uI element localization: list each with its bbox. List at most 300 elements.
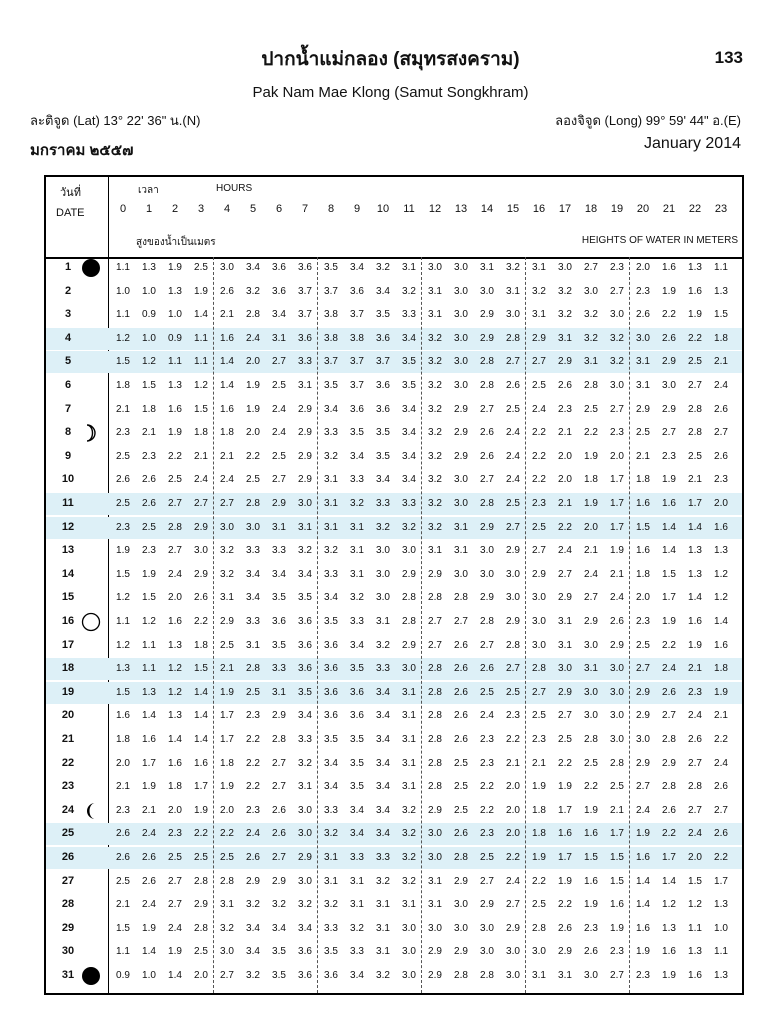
height-cell: 1.0 [142,970,156,981]
height-cell: 2.4 [168,922,182,934]
height-cell: 2.3 [246,804,260,816]
height-cell: 3.6 [272,616,286,627]
height-cell: 2.7 [558,710,572,722]
height-cell: 2.2 [558,899,572,911]
height-cell: 2.9 [454,946,468,958]
hour-label: 9 [353,203,361,215]
height-cell: 3.1 [298,380,312,391]
height-cell: 3.1 [350,568,364,580]
height-cell: 1.3 [142,262,156,273]
height-cell: 2.7 [220,970,234,981]
height-cell: 3.5 [272,592,286,604]
height-cell: 2.9 [584,616,598,627]
height-cell: 2.1 [116,403,130,415]
height-cell: 2.7 [532,356,546,368]
height-cell: 2.3 [168,828,182,840]
height-cell: 3.1 [506,285,520,297]
height-cell: 1.3 [168,380,182,391]
height-cell: 1.9 [662,474,676,486]
height-cell: 1.9 [714,686,728,698]
height-cell: 1.2 [142,616,156,627]
hour-label: 10 [376,203,390,215]
height-cell: 2.3 [610,427,624,439]
height-cell: 3.0 [402,663,416,675]
height-cell: 3.4 [376,686,390,698]
height-cell: 3.0 [558,262,572,273]
height-cell: 3.2 [350,922,364,934]
height-cell: 3.1 [636,356,650,368]
month-english: January 2014 [644,135,741,152]
height-cell: 2.4 [142,828,156,840]
height-cell: 2.2 [688,332,702,344]
height-cell: 2.7 [168,899,182,911]
height-cell: 2.7 [506,663,520,675]
height-cell: 3.4 [272,922,286,934]
height-cell: 3.3 [376,852,390,863]
height-cell: 1.8 [220,757,234,769]
height-cell: 2.8 [610,757,624,769]
height-cell: 1.7 [142,757,156,769]
height-cell: 1.5 [662,568,676,580]
height-cell: 2.8 [194,875,208,887]
height-cell: 2.2 [532,427,546,439]
hour-label: 6 [275,203,283,215]
height-cell: 1.5 [142,380,156,391]
new-moon-icon [80,258,102,278]
height-cell: 3.0 [636,734,650,745]
height-cell: 2.0 [246,356,260,368]
height-cell: 3.4 [376,710,390,722]
height-cell: 2.9 [428,970,442,981]
height-cell: 2.1 [116,781,130,793]
height-cell: 2.6 [714,450,728,462]
height-cell: 2.7 [506,899,520,911]
height-cell: 2.8 [454,970,468,981]
height-cell: 3.0 [194,545,208,557]
day-number: 10 [61,473,75,486]
height-cell: 0.9 [168,332,182,344]
height-cell: 2.7 [272,757,286,769]
height-cell: 2.7 [168,545,182,557]
hour-label: 22 [688,203,702,215]
height-cell: 3.5 [272,970,286,981]
height-cell: 2.7 [506,356,520,368]
height-cell: 2.6 [662,332,676,344]
height-cell: 2.9 [506,545,520,557]
height-cell: 2.9 [194,521,208,533]
height-cell: 3.4 [298,568,312,580]
height-cell: 2.9 [246,875,260,887]
height-cell: 1.6 [636,922,650,934]
height-cell: 1.6 [584,828,598,840]
height-cell: 2.7 [532,545,546,557]
height-cell: 3.1 [558,970,572,981]
height-cell: 3.0 [454,922,468,934]
height-cell: 2.4 [506,875,520,887]
hour-label: 16 [532,203,546,215]
height-cell: 1.3 [662,922,676,934]
height-cell: 3.4 [376,285,390,297]
height-cell: 2.8 [428,663,442,675]
height-cell: 2.4 [688,828,702,840]
height-cell: 2.2 [246,757,260,769]
height-cell: 3.1 [428,545,442,557]
height-cell: 2.8 [246,309,260,321]
height-cell: 3.2 [428,450,442,462]
height-cell: 2.6 [636,309,650,321]
column-separator [421,257,422,993]
height-cell: 3.2 [532,285,546,297]
height-cell: 1.9 [194,804,208,816]
height-cell: 2.3 [116,521,130,533]
height-cell: 1.3 [714,285,728,297]
height-cell: 1.1 [714,946,728,958]
height-cell: 1.1 [116,616,130,627]
hour-label: 20 [636,203,650,215]
height-cell: 3.2 [324,828,338,840]
height-cell: 3.1 [402,899,416,911]
height-cell: 1.5 [584,852,598,863]
height-cell: 1.8 [194,639,208,651]
day-number: 25 [61,827,75,840]
day-number: 11 [62,497,74,509]
time-header-thai: เวลา [138,185,159,196]
height-cell: 1.9 [584,498,598,509]
height-cell: 1.7 [662,592,676,604]
height-cell: 1.7 [558,804,572,816]
height-cell: 1.9 [168,427,182,439]
height-cell: 2.0 [688,852,702,863]
height-cell: 1.7 [220,734,234,745]
height-cell: 2.1 [558,498,572,509]
height-cell: 2.2 [662,309,676,321]
height-cell: 2.3 [688,686,702,698]
height-cell: 3.1 [350,521,364,533]
height-cell: 3.4 [246,946,260,958]
height-cell: 3.0 [428,922,442,934]
height-cell: 1.6 [714,521,728,533]
height-cell: 3.2 [428,380,442,391]
height-cell: 2.6 [662,686,676,698]
height-cell: 2.5 [532,380,546,391]
height-cell: 3.0 [558,663,572,675]
height-cell: 2.7 [558,568,572,580]
height-cell: 2.2 [480,804,494,816]
height-cell: 1.6 [220,332,234,344]
height-cell: 3.2 [402,285,416,297]
height-cell: 3.1 [584,356,598,368]
height-cell: 3.2 [402,804,416,816]
height-cell: 2.9 [298,852,312,863]
height-cell: 2.8 [168,521,182,533]
height-cell: 2.2 [246,450,260,462]
height-cell: 1.3 [116,663,130,675]
height-cell: 2.4 [506,450,520,462]
height-cell: 3.6 [350,403,364,415]
height-cell: 1.1 [116,262,130,273]
height-cell: 2.0 [506,781,520,793]
height-cell: 2.3 [636,970,650,981]
day-number: 1 [64,261,72,273]
height-cell: 2.2 [714,734,728,745]
height-cell: 2.2 [662,828,676,840]
height-cell: 3.0 [584,686,598,698]
height-cell: 2.1 [220,309,234,321]
height-cell: 3.1 [584,663,598,675]
height-cell: 2.7 [714,804,728,816]
height-cell: 1.0 [116,285,130,297]
height-cell: 2.4 [220,474,234,486]
height-cell: 3.0 [506,309,520,321]
height-cell: 2.9 [428,946,442,958]
hour-label: 4 [223,203,231,215]
height-cell: 1.6 [194,757,208,769]
height-cell: 3.4 [402,332,416,344]
height-cell: 3.2 [584,309,598,321]
day-number: 30 [61,945,75,958]
height-cell: 2.8 [480,380,494,391]
height-cell: 3.4 [402,450,416,462]
height-cell: 2.5 [220,639,234,651]
height-cell: 1.2 [168,663,182,675]
height-cell: 1.6 [636,545,650,557]
day-number: 5 [64,355,72,368]
height-cell: 2.7 [220,498,234,509]
height-cell: 2.9 [532,332,546,344]
height-cell: 3.5 [324,262,338,273]
height-cell: 2.6 [688,734,702,745]
height-cell: 3.4 [272,568,286,580]
page-title-thai: ปากน้ำแม่กลอง (สมุทรสงคราม) [261,49,520,70]
height-cell: 3.4 [376,757,390,769]
height-cell: 1.4 [168,734,182,745]
height-cell: 2.4 [272,403,286,415]
height-cell: 3.2 [558,285,572,297]
height-cell: 1.4 [714,616,728,627]
height-cell: 3.7 [298,285,312,297]
day-number: 14 [61,567,75,580]
height-cell: 2.4 [714,380,728,391]
height-cell: 2.7 [480,403,494,415]
height-cell: 2.7 [506,521,520,533]
height-cell: 2.0 [636,262,650,273]
table-row [46,965,742,987]
height-cell: 3.4 [246,568,260,580]
height-cell: 3.4 [246,922,260,934]
height-cell: 1.1 [116,309,130,321]
height-cell: 2.7 [272,356,286,368]
height-cell: 1.6 [688,285,702,297]
height-cell: 1.5 [116,356,130,368]
height-cell: 2.2 [506,734,520,745]
height-cell: 3.2 [428,521,442,533]
height-cell: 2.0 [116,757,130,769]
height-cell: 1.9 [142,568,156,580]
height-cell: 1.1 [688,922,702,934]
day-number: 7 [64,402,72,415]
height-cell: 2.5 [194,852,208,863]
height-cell: 2.8 [584,380,598,391]
height-cell: 3.3 [350,946,364,958]
height-cell: 1.8 [116,734,130,745]
height-cell: 3.1 [532,970,546,981]
height-cell: 1.9 [610,922,624,934]
height-cell: 1.3 [714,970,728,981]
height-cell: 3.4 [402,427,416,439]
page-title-english: Pak Nam Mae Klong (Samut Songkhram) [252,84,529,101]
height-cell: 3.1 [532,309,546,321]
height-cell: 1.7 [610,521,624,533]
height-cell: 2.9 [480,309,494,321]
height-cell: 2.1 [220,450,234,462]
date-header-english: DATE [56,207,85,219]
height-cell: 2.2 [714,852,728,863]
height-cell: 2.1 [584,545,598,557]
height-cell: 3.6 [298,332,312,344]
height-cell: 2.3 [714,474,728,486]
height-cell: 3.1 [532,262,546,273]
height-cell: 3.2 [402,852,416,863]
height-cell: 2.1 [714,356,728,368]
height-cell: 2.6 [454,663,468,675]
height-cell: 3.7 [350,356,364,368]
height-cell: 2.1 [610,804,624,816]
height-cell: 1.2 [662,899,676,911]
height-cell: 1.8 [142,403,156,415]
height-cell: 3.3 [324,568,338,580]
height-cell: 2.5 [480,686,494,698]
height-cell: 2.2 [532,474,546,486]
height-cell: 2.4 [584,568,598,580]
height-cell: 2.9 [402,568,416,580]
height-cell: 1.2 [116,332,130,344]
height-cell: 3.4 [376,734,390,745]
height-cell: 2.1 [610,568,624,580]
height-cell: 1.5 [116,686,130,698]
height-cell: 3.2 [428,474,442,486]
height-cell: 3.0 [376,592,390,604]
page-number: 133 [714,48,743,67]
height-cell: 2.8 [584,734,598,745]
table-row [46,918,742,940]
height-cell: 1.9 [194,285,208,297]
height-cell: 2.9 [220,616,234,627]
height-cell: 1.9 [662,970,676,981]
height-cell: 3.0 [298,875,312,887]
height-cell: 3.3 [246,616,260,627]
height-cell: 1.2 [194,380,208,391]
height-cell: 2.0 [714,498,728,509]
height-cell: 1.3 [168,710,182,722]
height-cell: 1.7 [610,498,624,509]
height-cell: 2.3 [636,616,650,627]
height-cell: 3.1 [298,781,312,793]
height-cell: 3.2 [324,545,338,557]
height-cell: 3.5 [298,592,312,604]
height-cell: 2.0 [168,592,182,604]
height-cell: 2.8 [480,356,494,368]
height-cell: 2.6 [454,639,468,651]
height-cell: 2.6 [142,474,156,486]
height-cell: 2.1 [636,450,650,462]
height-cell: 3.2 [402,875,416,887]
height-cell: 2.6 [142,852,156,863]
hour-label: 3 [197,203,205,215]
height-cell: 2.8 [480,970,494,981]
height-cell: 3.0 [402,922,416,934]
height-cell: 1.6 [558,828,572,840]
height-cell: 2.8 [480,616,494,627]
height-cell: 2.9 [454,450,468,462]
table-body [46,257,742,993]
hour-label: 13 [454,203,468,215]
height-cell: 2.5 [454,804,468,816]
height-cell: 3.2 [246,285,260,297]
height-cell: 2.3 [558,403,572,415]
table-row [46,871,742,893]
height-cell: 3.0 [298,498,312,509]
height-cell: 2.9 [506,922,520,934]
height-cell: 3.1 [428,875,442,887]
height-cell: 3.0 [376,545,390,557]
height-cell: 3.0 [662,380,676,391]
height-cell: 1.4 [142,710,156,722]
height-cell: 2.2 [558,757,572,769]
height-cell: 3.0 [220,946,234,958]
height-cell: 3.6 [298,946,312,958]
height-cell: 2.1 [142,804,156,816]
height-cell: 2.2 [584,427,598,439]
height-cell: 3.2 [298,899,312,911]
table-row [46,658,742,680]
height-cell: 2.5 [220,852,234,863]
height-cell: 1.4 [142,946,156,958]
height-cell: 1.9 [584,450,598,462]
height-cell: 3.0 [246,521,260,533]
height-cell: 2.4 [636,804,650,816]
height-cell: 3.0 [454,380,468,391]
height-cell: 1.2 [168,686,182,698]
height-cell: 2.6 [116,474,130,486]
height-cell: 3.5 [350,734,364,745]
day-number: 8 [64,426,72,439]
height-cell: 3.7 [350,309,364,321]
height-cell: 3.5 [324,734,338,745]
height-cell: 2.3 [480,757,494,769]
height-cell: 2.9 [662,356,676,368]
height-cell: 3.5 [324,946,338,958]
height-cell: 1.8 [714,663,728,675]
height-cell: 2.9 [532,568,546,580]
height-cell: 1.5 [116,568,130,580]
height-cell: 3.7 [350,380,364,391]
height-cell: 2.5 [116,450,130,462]
longitude-label: ลองจิจูด (Long) 99° 59' 44" อ.(E) [555,113,741,128]
height-cell: 1.9 [584,804,598,816]
height-cell: 2.9 [636,403,650,415]
height-cell: 2.6 [558,380,572,391]
height-cell: 3.6 [376,380,390,391]
height-cell: 1.8 [116,380,130,391]
table-row [46,517,742,539]
latitude-label: ละติจูด (Lat) 13° 22' 36" น.(N) [30,113,201,128]
height-cell: 2.9 [662,757,676,769]
height-cell: 2.5 [532,521,546,533]
height-cell: 3.7 [376,356,390,368]
height-cell: 2.3 [480,828,494,840]
height-cell: 3.1 [454,521,468,533]
day-number: 6 [64,379,72,391]
